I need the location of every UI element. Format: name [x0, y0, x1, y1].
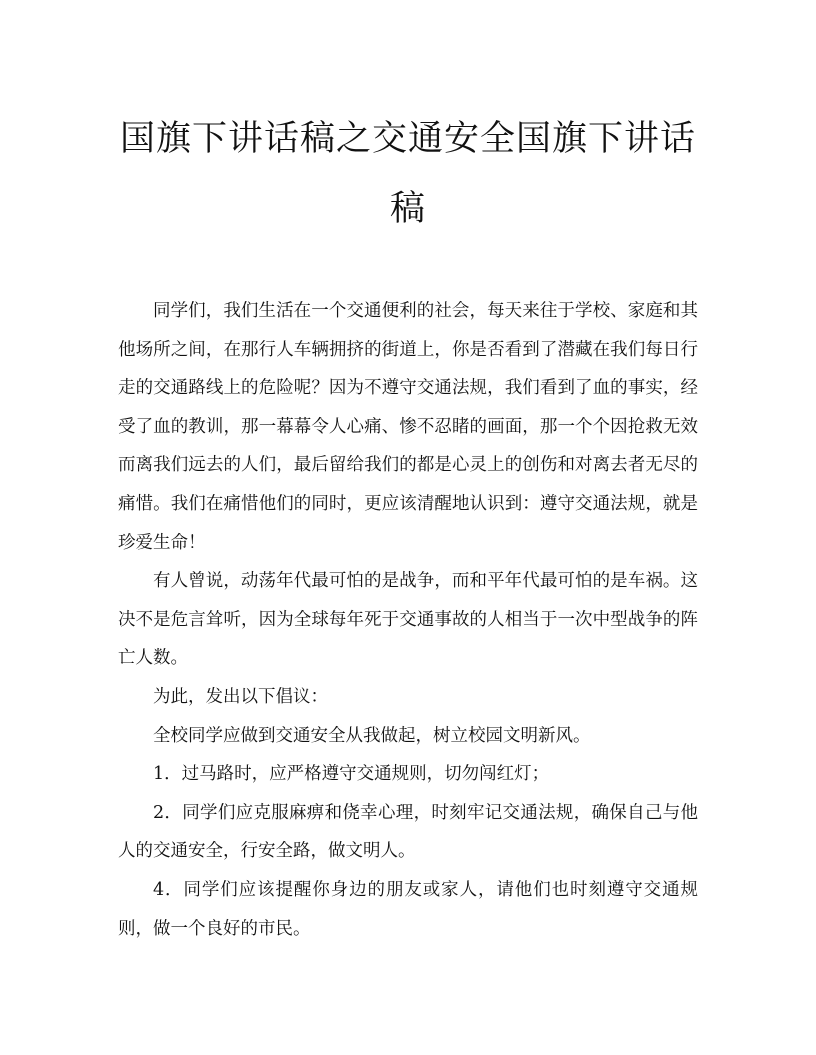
list-item-4: 4．同学们应该提醒你身边的朋友或家人，请他们也时刻遵守交通规则，做一个良好的市民。: [118, 879, 698, 939]
paragraph-war-and-accidents: 有人曾说，动荡年代最可怕的是战争，而和平年代最可怕的是车祸。这决不是危言耸听，因为全球每年死于交通事故的人相当于一次中型战争的阵亡人数。: [118, 571, 698, 669]
paragraph-school-call: 全校同学应做到交通安全从我做起，树立校园文明新风。: [153, 725, 591, 746]
paragraph-intro: 同学们，我们生活在一个交通便利的社会，每天来往于学校、家庭和其他场所之间，在那行人车辆拥挤的街道上，你是否看到了潜藏在我们每日行走的交通路线上的危险呢？因为不遵守交通法规，我们看到了血的事实，经受了血的教训，那一幕幕令人心痛、惨不忍睹的画面，那一个个因抢救无效而离我们远去的人们，最后留给我们的都是心灵上的创伤和对离去者无尽的痛惜。我们在痛惜他们的同时，更应该清醒地认识到：遵守交通法规，就是珍爱生命！: [118, 301, 698, 553]
list-item-2: 2．同学们应克服麻痹和侥幸心理，时刻牢记交通法规，确保自己与他人的交通安全，行安全路，做文明人。: [118, 802, 698, 862]
document-body: [118, 292, 698, 948]
list-item-1: 1．过马路时，应严格遵守交通规则，切勿闯红灯；: [153, 764, 550, 785]
document-title: 国旗下讲话稿之交通安全国旗下讲话稿: [119, 119, 696, 229]
paragraph-proposal-lead: 为此，发出以下倡议：: [153, 686, 328, 707]
